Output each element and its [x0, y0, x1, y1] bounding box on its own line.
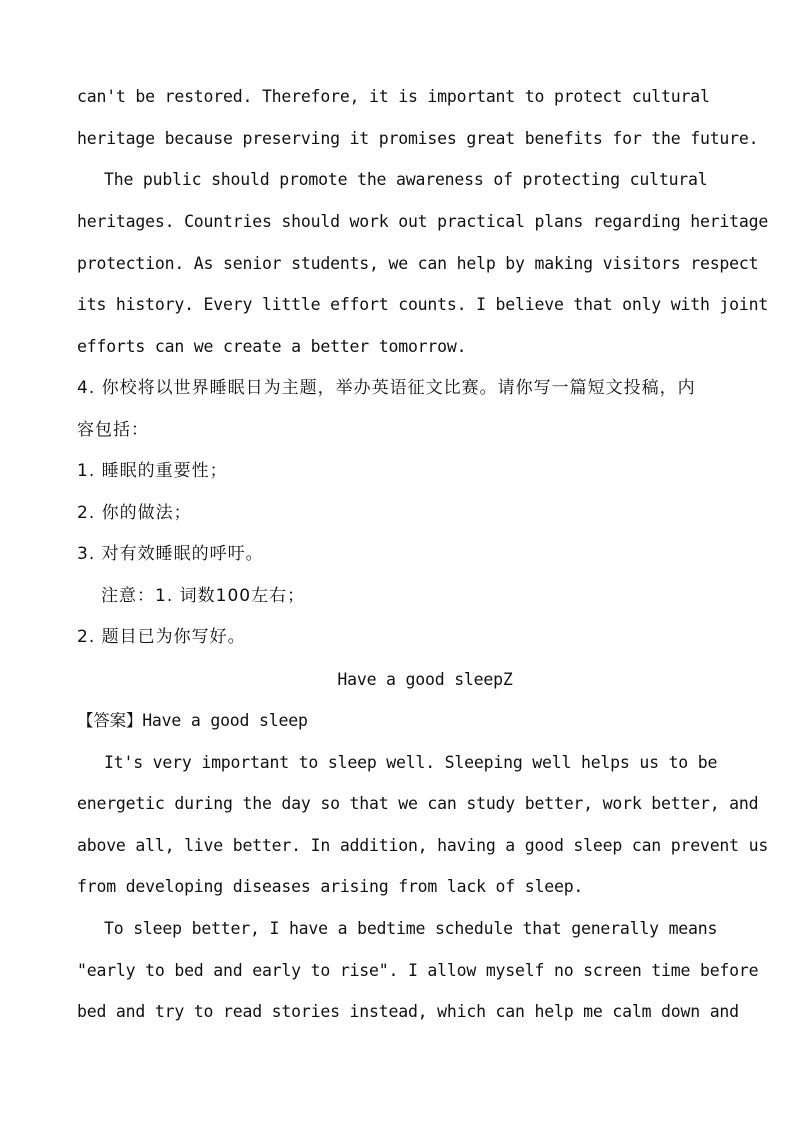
text-line: can't be restored. Therefore, it is important to protect cultural — [77, 87, 710, 106]
question-prompt-cont: 容包括： — [77, 420, 149, 440]
text-line: It's very important to sleep well. Sleeping well helps us to be — [104, 753, 718, 772]
text-line: efforts can we create a better tomorrow. — [77, 337, 467, 356]
answer-heading: 【答案】Have a good sleep — [77, 711, 308, 730]
text-line: heritages. Countries should work out practical plans regarding heritage — [77, 212, 769, 231]
note-line: 注意：1. 词数100左右； — [101, 586, 306, 606]
requirement-item: 1. 睡眠的重要性； — [77, 461, 228, 481]
text-line: To sleep better, I have a bedtime schedule that generally means — [104, 919, 718, 938]
note-line: 2. 题目已为你写好。 — [77, 627, 246, 647]
requirement-item: 2. 你的做法； — [77, 503, 192, 523]
text-line: energetic during the day so that we can study better, work better, and — [77, 794, 759, 813]
question-prompt: 4. 你校将以世界睡眠日为主题，举办英语征文比赛。请你写一篇短文投稿，内 — [77, 378, 696, 398]
text-line: protection. As senior students, we can help by making visitors respect — [77, 254, 759, 273]
essay-title: Have a good sleepZ — [337, 670, 513, 689]
text-line: above all, live better. In addition, having a good sleep can prevent us — [77, 836, 769, 855]
text-line: The public should promote the awareness of protecting cultural — [104, 170, 708, 189]
text-line: from developing diseases arising from lack of sleep. — [77, 877, 584, 896]
requirement-item: 3. 对有效睡眠的呼吁。 — [77, 544, 264, 564]
text-line: heritage because preserving it promises great benefits for the future. — [77, 129, 759, 148]
text-line: its history. Every little effort counts. I believe that only with joint — [77, 295, 769, 314]
text-line: bed and try to read stories instead, which can help me calm down and — [77, 1002, 739, 1021]
text-line: "early to bed and early to rise". I allow myself no screen time before — [77, 961, 759, 980]
